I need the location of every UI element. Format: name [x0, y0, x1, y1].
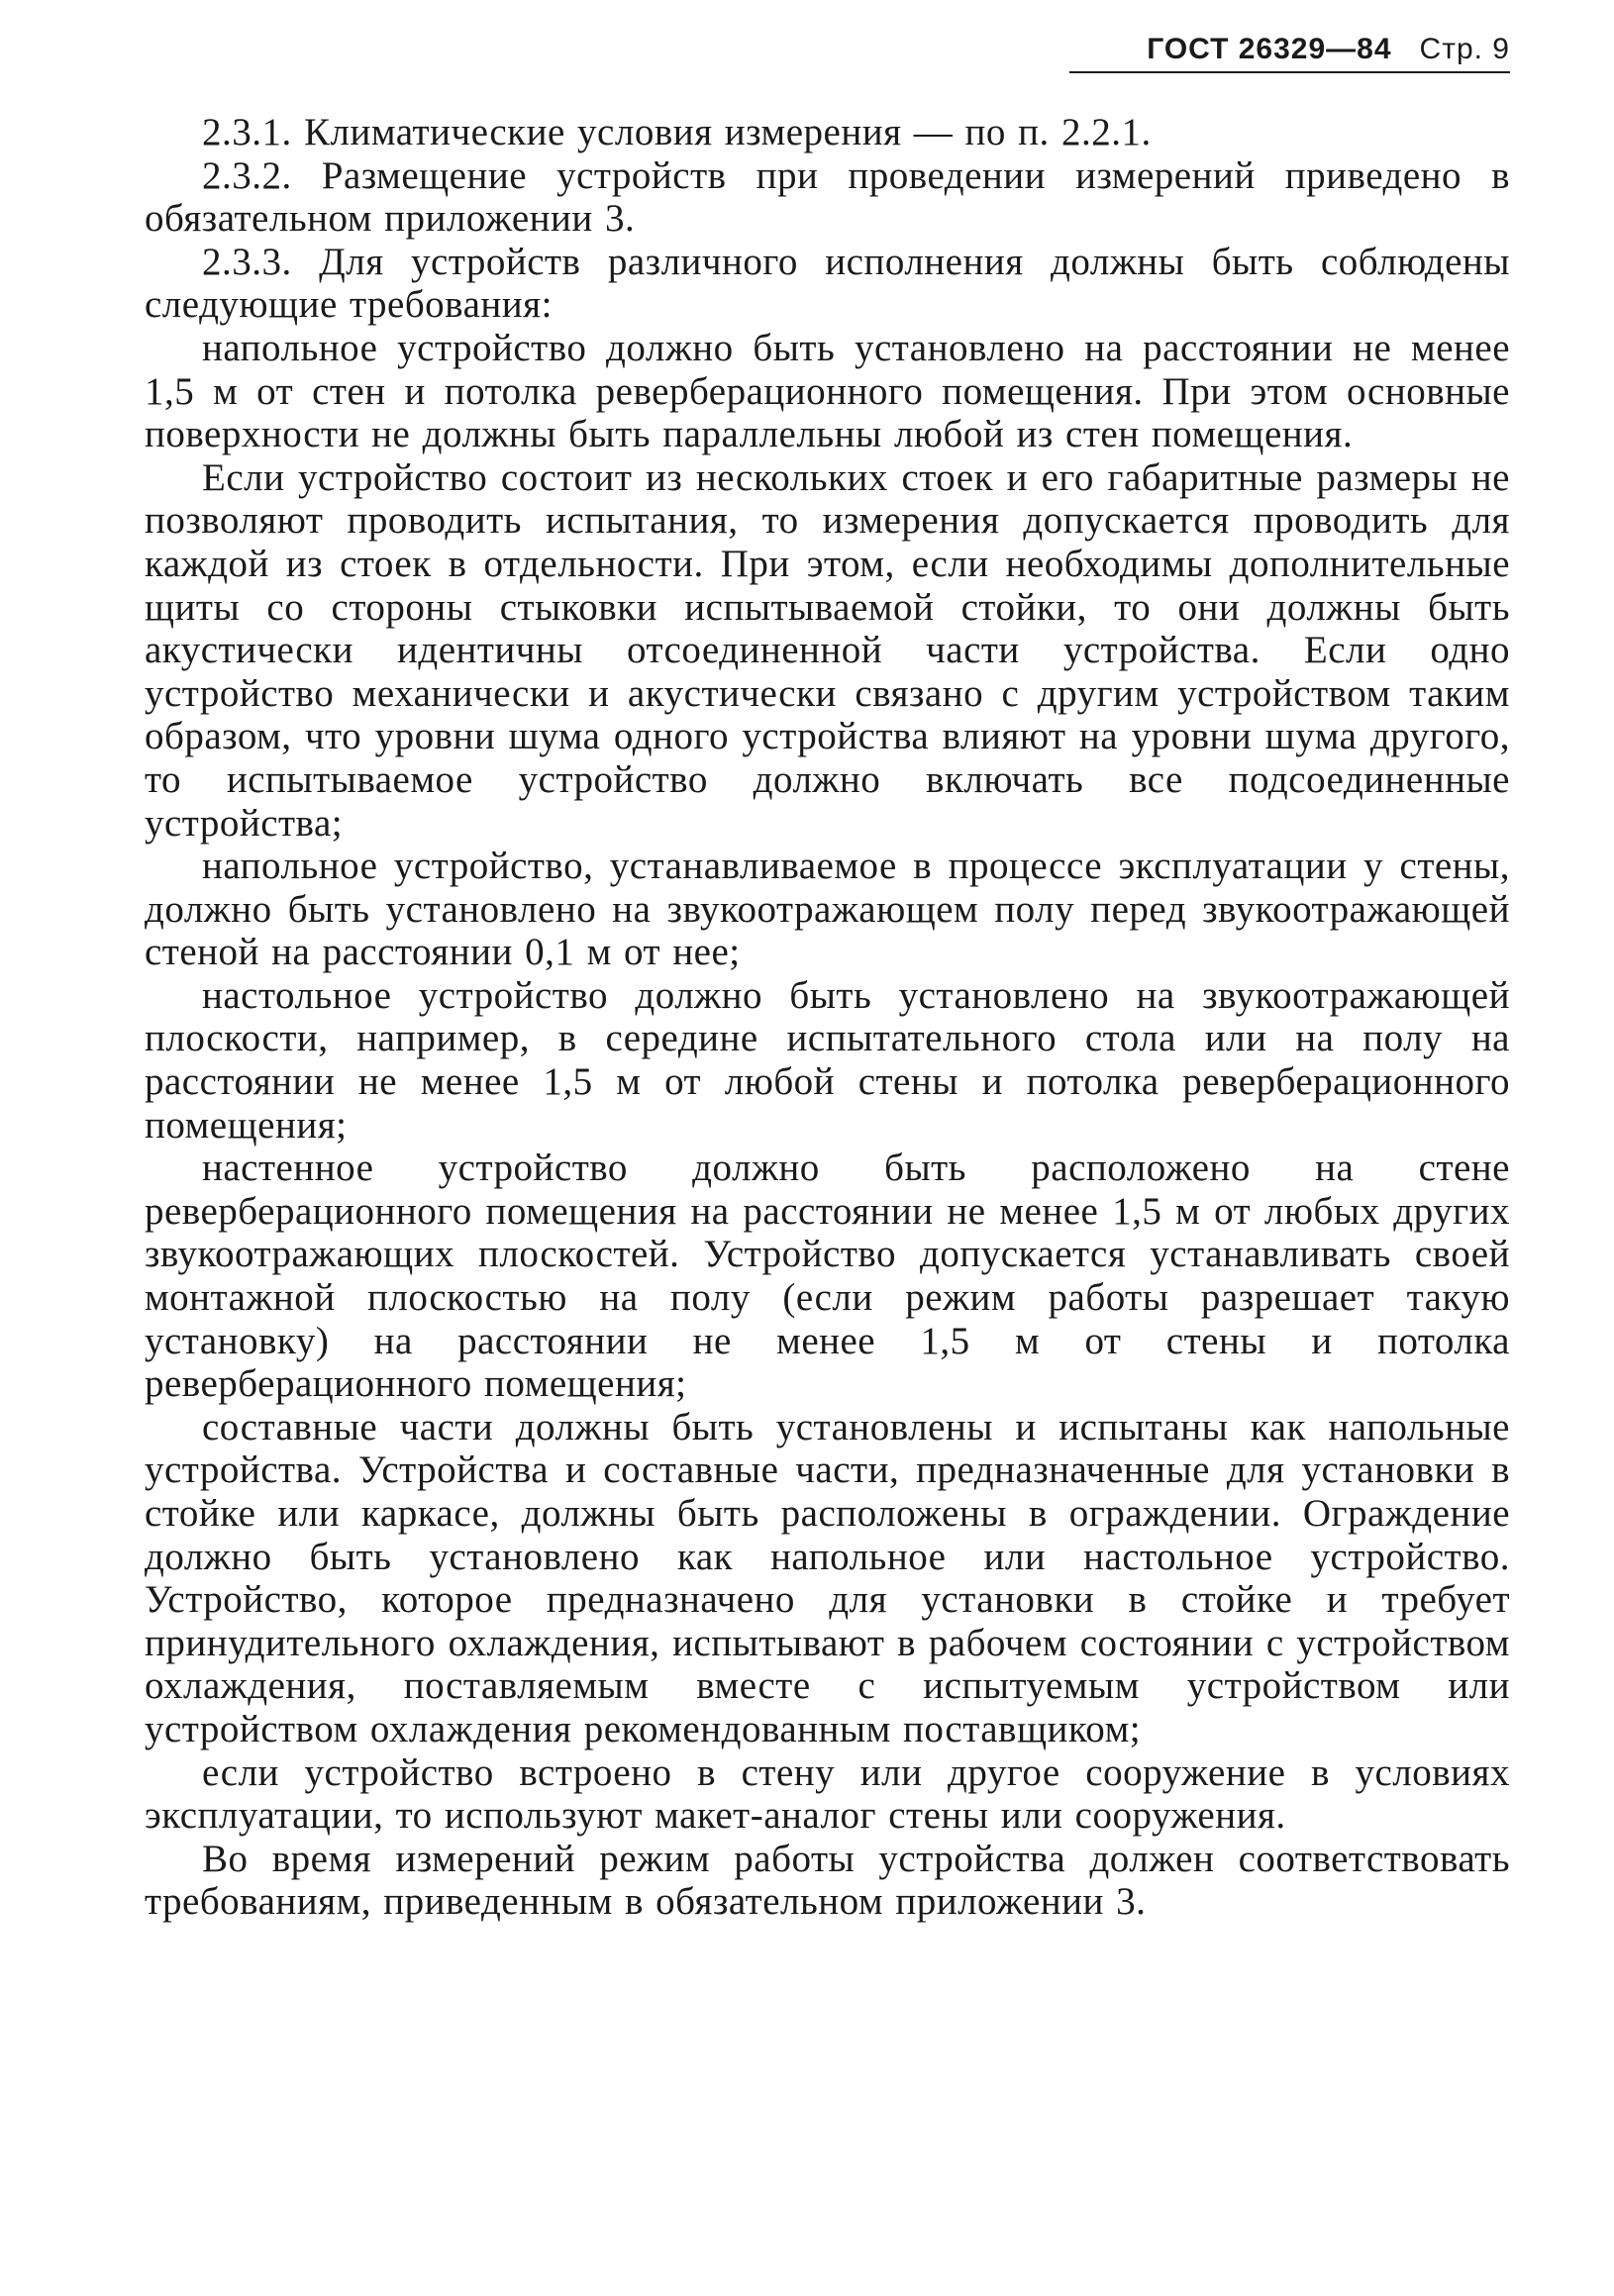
paragraph-built-in-device: если устройство встроено в стену или другое сооружение в условиях эксплуатации, то используют макет-аналог стены или сооружения. — [145, 1750, 1510, 1838]
page-header — [1069, 28, 1510, 73]
page-number: Стр. 9 — [1419, 33, 1510, 65]
paragraph-2-3-1: 2.3.1. Климатические условия измерения — по п. 2.2.1. — [202, 111, 1152, 153]
paragraph-multi-rack: Если устройство состоит из нескольких стоек и его габаритные размеры не позволяют проводить испытания, то измерения допускается проводить для каждой из стоек в отдельности. При этом, если необходимы дополнительные щиты со стороны стыковки испытываемой стойки, то они должны быть акустически идентичны отсоединенной части устройства. Если одно устройство механически и акустически связано с другим устройством таким образом, что уровни шума одного устройства влияют на уровни шума другого, то испытываемое устройство должно включать все подсоединенные устройства; — [145, 455, 1510, 845]
document-body — [145, 111, 1510, 1924]
paragraph-table-device: настольное устройство должно быть установлено на звукоотражающей плоскости, например, в середине испытательного стола или на полу на расстоянии не менее 1,5 м от любой стены и потолка реверберационного помещения; — [145, 973, 1510, 1147]
paragraph-2-3-2: 2.3.2. Размещение устройств при проведении измерений приведено в обязательном приложении 3. — [145, 153, 1510, 241]
paragraph-components: составные части должны быть установлены и испытаны как напольные устройства. Устройства и составные части, предназначенные для установки в стойке или каркасе, должны быть расположены в ограждении. Ограждение должно быть установлено как напольное или настольное устройство. Устройство, которое предназначено для установки в стойке и требует принудительного охлаждения, испытывают в рабочем состоянии с устройством охлаждения, поставляемым вместе с испытуемым устройством или устройством охлаждения рекомендованным поставщиком; — [145, 1405, 1510, 1750]
paragraph-floor-device: напольное устройство должно быть установлено на расстоянии не менее 1,5 м от стен и потолка реверберационного помещения. При этом основные поверхности не должны быть параллельны любой из стен помещения. — [145, 326, 1510, 456]
paragraph-floor-device-wall: напольное устройство, устанавливаемое в процессе эксплуатации у стены, должно быть установлено на звукоотражающем полу перед звукоотражающей стеной на расстоянии 0,1 м от нее; — [145, 845, 1510, 974]
paragraph-wall-device: настенное устройство должно быть расположено на стене реверберационного помещения на расстоянии не менее 1,5 м от любых других звукоотражающих плоскостей. Устройство допускается устанавливать своей монтажной плоскостью на полу (если режим работы разрешает такую установку) на расстоянии не менее 1,5 м от стены и потолка реверберационного помещения; — [145, 1147, 1510, 1406]
standard-number: ГОСТ 26329—84 — [1147, 33, 1392, 65]
paragraph-operating-mode: Во время измерений режим работы устройства должен соответствовать требованиям, приведенным в обязательном приложении 3. — [145, 1837, 1510, 1924]
paragraph-2-3-3: 2.3.3. Для устройств различного исполнения должны быть соблюдены следующие требования: — [145, 240, 1510, 327]
